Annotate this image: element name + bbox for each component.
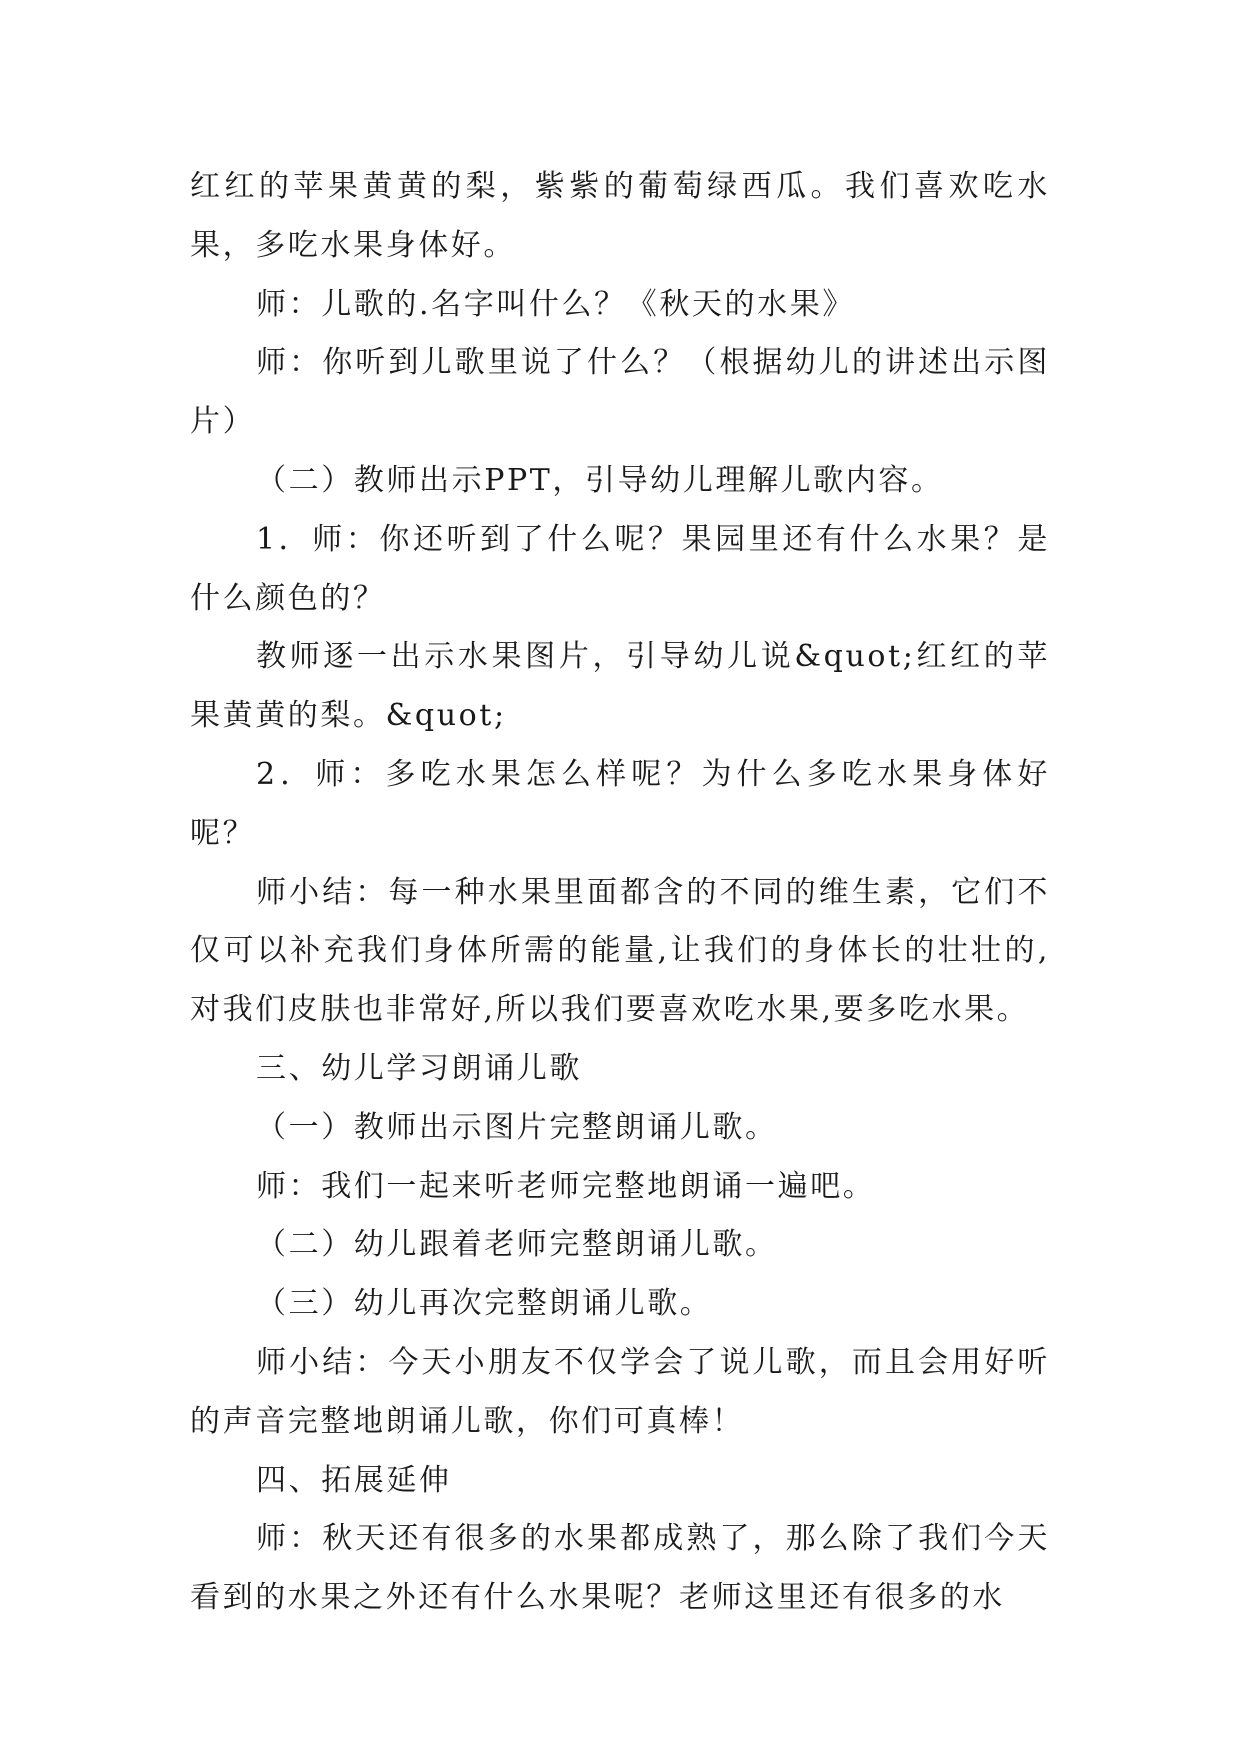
paragraph-14: 师小结：今天小朋友不仅学会了说儿歌，而且会用好听的声音完整地朗诵儿歌，你们可真棒！	[190, 1344, 1050, 1439]
paragraph-3: 师：你听到儿歌里说了什么？（根据幼儿的讲述出示图片）	[190, 345, 1050, 440]
paragraph-8: 师小结：每一种水果里面都含的不同的维生素，它们不仅可以补充我们身体所需的能量,让我们的身体长的壮壮的,对我们皮肤也非常好,所以我们要喜欢吃水果,要多吃水果。	[190, 874, 1050, 1028]
paragraph-13: （三）幼儿再次完整朗诵儿歌。	[256, 1286, 713, 1322]
paragraph-12: （二）幼儿跟着老师完整朗诵儿歌。	[256, 1227, 778, 1263]
paragraph-5: 1．师：你还听到了什么呢？果园里还有什么水果？是什么颜色的？	[190, 521, 1050, 616]
paragraph-11: 师：我们一起来听老师完整地朗诵一遍吧。	[256, 1168, 876, 1204]
section-heading-3: 三、幼儿学习朗诵儿歌	[256, 1050, 582, 1086]
paragraph-2: 师：儿歌的.名字叫什么？《秋天的水果》	[256, 286, 855, 322]
paragraph-10: （一）教师出示图片完整朗诵儿歌。	[256, 1109, 778, 1145]
paragraph-16: 师：秋天还有很多的水果都成熟了，那么除了我们今天看到的水果之外还有什么水果呢？老师这里还有很多的水	[190, 1521, 1050, 1616]
paragraph-4: （二）教师出示PPT，引导幼儿理解儿歌内容。	[256, 462, 944, 498]
document-body	[190, 158, 1050, 1628]
paragraph-6: 教师逐一出示水果图片，引导幼儿说&quot;红红的苹果黄黄的梨。&quot;	[190, 639, 1050, 734]
section-heading-4: 四、拓展延伸	[256, 1462, 452, 1498]
paragraph-1: 红红的苹果黄黄的梨，紫紫的葡萄绿西瓜。我们喜欢吃水果，多吃水果身体好。	[190, 169, 1050, 263]
paragraph-7: 2．师：多吃水果怎么样呢？为什么多吃水果身体好呢？	[190, 756, 1050, 851]
